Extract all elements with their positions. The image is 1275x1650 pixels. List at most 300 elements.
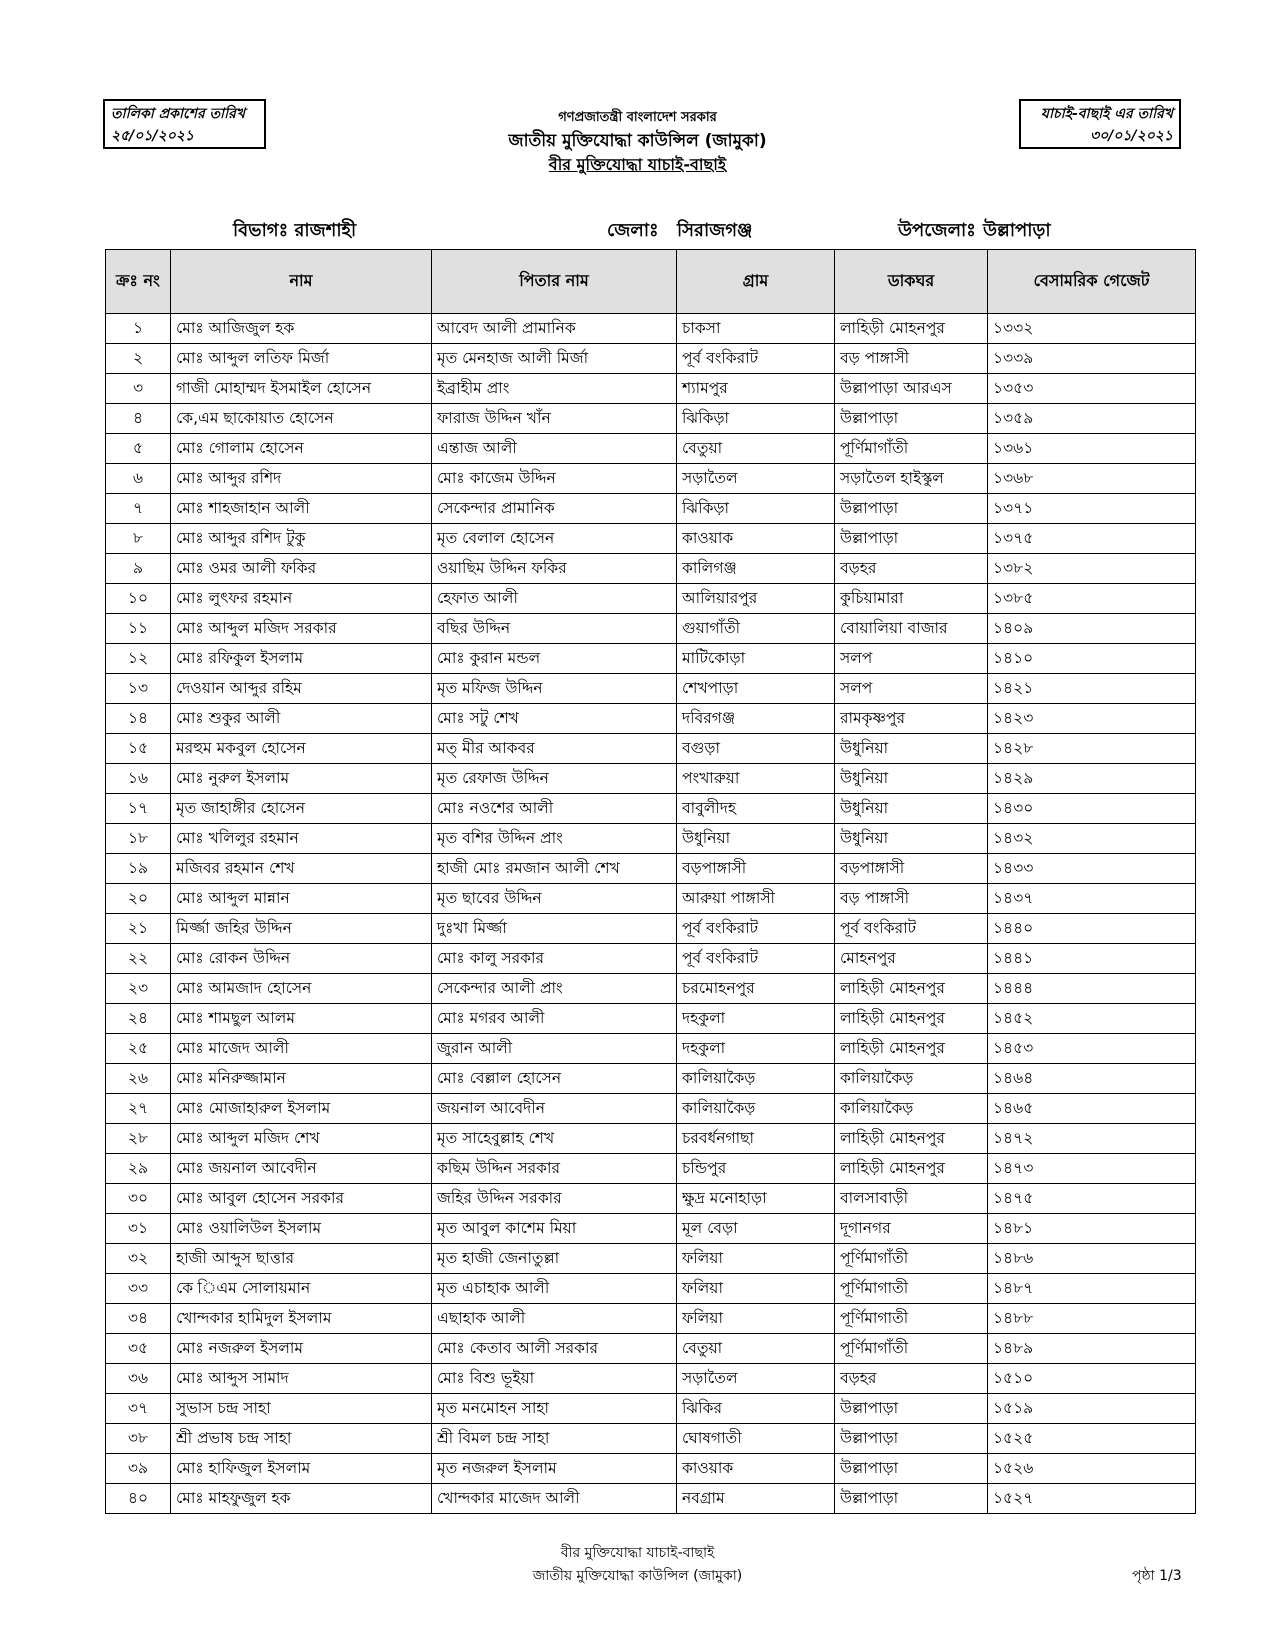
serial-cell: ১২ xyxy=(106,644,171,674)
serial-cell: ২৩ xyxy=(106,974,171,1004)
village-cell: কাওয়াক xyxy=(677,1454,835,1484)
father-name-cell: জয়নাল আবেদীন xyxy=(432,1094,677,1124)
name-cell: মৃত জাহাঙ্গীর হোসেন xyxy=(171,794,432,824)
name-cell: মোঃ গোলাম হোসেন xyxy=(171,434,432,464)
government-title: গণপ্রজাতন্ত্রী বাংলাদেশ সরকার xyxy=(558,110,717,125)
gazette-cell: ১৪৮৭ xyxy=(988,1274,1196,1304)
table-row xyxy=(106,884,1196,914)
village-cell: ঝিকিড়া xyxy=(677,494,835,524)
gazette-cell: ১৪৪১ xyxy=(988,944,1196,974)
table-row xyxy=(106,1034,1196,1064)
verify-date-label: যাচাই-বাছাই এর তারিখ xyxy=(1040,106,1173,122)
post-office-cell: বড়হর xyxy=(835,1364,988,1394)
serial-cell: ২২ xyxy=(106,944,171,974)
father-name-cell: মৃত মনমোহন সাহা xyxy=(432,1394,677,1424)
gazette-cell: ১৪০৯ xyxy=(988,614,1196,644)
post-office-cell: বড় পাঙ্গাসী xyxy=(835,884,988,914)
serial-cell: ৪ xyxy=(106,404,171,434)
father-name-cell: মৃত বশির উদ্দিন প্রাং xyxy=(432,824,677,854)
post-office-cell: উধুনিয়া xyxy=(835,824,988,854)
gazette-cell: ১৪৬৪ xyxy=(988,1064,1196,1094)
gazette-cell: ১৪৮৯ xyxy=(988,1334,1196,1364)
name-cell: মোঃ আব্দুল মজিদ শেখ xyxy=(171,1124,432,1154)
village-cell: ঘোষগাতী xyxy=(677,1424,835,1454)
table-row xyxy=(106,764,1196,794)
serial-cell: ৫ xyxy=(106,434,171,464)
gazette-cell: ১৪৩৩ xyxy=(988,854,1196,884)
father-name-cell: এন্তাজ আলী xyxy=(432,434,677,464)
father-name-cell: মত্‌ মীর আকবর xyxy=(432,734,677,764)
gazette-cell: ১৩৬৮ xyxy=(988,464,1196,494)
name-cell: মোঃ মোজাহারুল ইসলাম xyxy=(171,1094,432,1124)
table-row xyxy=(106,1304,1196,1334)
gazette-cell: ১৪২৩ xyxy=(988,704,1196,734)
post-office-cell: উল্লাপাড়া xyxy=(835,494,988,524)
post-office-cell: পূর্ণিমাগাতী xyxy=(835,1274,988,1304)
post-office-cell: কালিয়াকৈড় xyxy=(835,1064,988,1094)
village-cell: বাবুলীদহ xyxy=(677,794,835,824)
name-cell: মরহুম মকবুল হোসেন xyxy=(171,734,432,764)
verification-title: বীর মুক্তিযোদ্ধা যাচাই-বাছাই xyxy=(548,155,727,174)
post-office-cell: মোহনপুর xyxy=(835,944,988,974)
gazette-cell: ১৫১০ xyxy=(988,1364,1196,1394)
father-name-cell: বছির উদ্দিন xyxy=(432,614,677,644)
name-cell: মোঃ জয়নাল আবেদীন xyxy=(171,1154,432,1184)
father-name-cell: ফারাজ উদ্দিন খাঁন xyxy=(432,404,677,434)
post-office-cell: লাহিড়ী মোহনপুর xyxy=(835,314,988,344)
table-row xyxy=(106,704,1196,734)
table-row xyxy=(106,1454,1196,1484)
serial-cell: ১১ xyxy=(106,614,171,644)
post-office-cell: বড়পাঙ্গাসী xyxy=(835,854,988,884)
father-name-cell: খোন্দকার মাজেদ আলী xyxy=(432,1484,677,1514)
father-name-cell: ইব্রাহীম প্রাং xyxy=(432,374,677,404)
father-name-cell: সেকেন্দার প্রামানিক xyxy=(432,494,677,524)
upazila-label: উপজেলাঃ xyxy=(898,220,976,241)
serial-cell: ৮ xyxy=(106,524,171,554)
father-name-cell: মোঃ কুরান মন্ডল xyxy=(432,644,677,674)
name-cell: দেওয়ান আব্দুর রহিম xyxy=(171,674,432,704)
footer-line-2: জাতীয় মুক্তিযোদ্ধা কাউন্সিল (জামুকা) xyxy=(532,1568,743,1584)
division-label: বিভাগঃ রাজশাহী xyxy=(233,220,357,241)
table-row xyxy=(106,584,1196,614)
gazette-cell: ১৩৭১ xyxy=(988,494,1196,524)
father-name-cell: মৃত মফিজ উদ্দিন xyxy=(432,674,677,704)
table-row xyxy=(106,854,1196,884)
village-cell: চরবর্ধনগাছা xyxy=(677,1124,835,1154)
post-office-cell: বালসাবাড়ী xyxy=(835,1184,988,1214)
father-name-cell: দুঃখা মির্জ্জা xyxy=(432,914,677,944)
name-cell: কে,এম ছাকোয়াত হোসেন xyxy=(171,404,432,434)
post-office-cell: লাহিড়ী মোহনপুর xyxy=(835,1154,988,1184)
council-title: জাতীয় মুক্তিযোদ্ধা কাউন্সিল (জামুকা) xyxy=(508,131,767,151)
post-office-cell: উল্লাপাড়া xyxy=(835,404,988,434)
village-cell: দবিরগঞ্জ xyxy=(677,704,835,734)
table-row xyxy=(106,734,1196,764)
gazette-cell: ১৪২৮ xyxy=(988,734,1196,764)
post-office-cell: পূর্ণিমাগাঁতী xyxy=(835,434,988,464)
name-cell: মোঃ মাহফুজুল হক xyxy=(171,1484,432,1514)
gazette-cell: ১৫২৫ xyxy=(988,1424,1196,1454)
village-header: গ্রাম xyxy=(677,250,835,314)
post-office-cell: বড় পাঙ্গাসী xyxy=(835,344,988,374)
village-cell: ঝিকিড়া xyxy=(677,404,835,434)
serial-cell: ১ xyxy=(106,314,171,344)
serial-cell: ৩৪ xyxy=(106,1304,171,1334)
name-cell: মজিবর রহমান শেখ xyxy=(171,854,432,884)
table-row xyxy=(106,404,1196,434)
serial-cell: ৩৫ xyxy=(106,1334,171,1364)
gazette-cell: ১৪৫৩ xyxy=(988,1034,1196,1064)
village-cell: বেতুয়া xyxy=(677,1334,835,1364)
gazette-cell: ১৪৩০ xyxy=(988,794,1196,824)
serial-cell: ১৬ xyxy=(106,764,171,794)
table-row xyxy=(106,464,1196,494)
village-cell: সড়াতৈল xyxy=(677,464,835,494)
father-name-cell: জহির উদ্দিন সরকার xyxy=(432,1184,677,1214)
post-office-cell: বড়হর xyxy=(835,554,988,584)
table-row xyxy=(106,554,1196,584)
table-row xyxy=(106,1154,1196,1184)
post-office-cell: লাহিড়ী মোহনপুর xyxy=(835,974,988,1004)
post-office-cell: উল্লাপাড়া আরএস xyxy=(835,374,988,404)
name-cell: মোঃ ওয়ালিউল ইসলাম xyxy=(171,1214,432,1244)
serial-cell: ১৭ xyxy=(106,794,171,824)
father-name-cell: মোঃ নওশের আলী xyxy=(432,794,677,824)
village-cell: বড়পাঙ্গাসী xyxy=(677,854,835,884)
village-cell: দহকুলা xyxy=(677,1034,835,1064)
village-cell: নবগ্রাম xyxy=(677,1484,835,1514)
table-row xyxy=(106,1364,1196,1394)
name-cell: মোঃ শুকুর আলী xyxy=(171,704,432,734)
verify-date-value: ৩০/০১/২০২১ xyxy=(1089,128,1173,144)
district-label: জেলাঃ xyxy=(607,220,659,241)
document-header xyxy=(0,108,1275,176)
name-cell: মোঃ আব্দুল মান্নান xyxy=(171,884,432,914)
father-name-cell: হাজী মোঃ রমজান আলী শেখ xyxy=(432,854,677,884)
post-office-cell: সলপ xyxy=(835,644,988,674)
serial-cell: ৩০ xyxy=(106,1184,171,1214)
father-name-cell: হেফাত আলী xyxy=(432,584,677,614)
gazette-header: বেসামরিক গেজেট xyxy=(988,250,1196,314)
name-cell: কে িএম সোলায়মান xyxy=(171,1274,432,1304)
name-cell: মোঃ নুরুল ইসলাম xyxy=(171,764,432,794)
gazette-cell: ১৩৫৯ xyxy=(988,404,1196,434)
village-cell: শ্যামপুর xyxy=(677,374,835,404)
footer-line-1: বীর মুক্তিযোদ্ধা যাচাই-বাছাই xyxy=(560,1545,715,1561)
village-cell: ফলিয়া xyxy=(677,1244,835,1274)
name-cell: মোঃ খলিলুর রহমান xyxy=(171,824,432,854)
post-office-cell: লাহিড়ী মোহনপুর xyxy=(835,1124,988,1154)
father-name-cell: মৃত ছাবের উদ্দিন xyxy=(432,884,677,914)
gazette-cell: ১৫২৬ xyxy=(988,1454,1196,1484)
name-cell: মোঃ শামছুল আলম xyxy=(171,1004,432,1034)
name-cell: মোঃ আমজাদ হোসেন xyxy=(171,974,432,1004)
village-cell: চরমোহনপুর xyxy=(677,974,835,1004)
table-row xyxy=(106,1094,1196,1124)
name-cell: মোঃ লুৎফর রহমান xyxy=(171,584,432,614)
father-name-cell: এছাহাক আলী xyxy=(432,1304,677,1334)
table-row xyxy=(106,1484,1196,1514)
serial-cell: ১০ xyxy=(106,584,171,614)
serial-cell: ৩১ xyxy=(106,1214,171,1244)
table-row xyxy=(106,434,1196,464)
post-office-cell: সলপ xyxy=(835,674,988,704)
table-row xyxy=(106,974,1196,1004)
freedom-fighter-table xyxy=(105,249,1196,1514)
serial-cell: ৭ xyxy=(106,494,171,524)
serial-cell: ৩৮ xyxy=(106,1424,171,1454)
name-cell: গাজী মোহাম্মদ ইসমাইল হোসেন xyxy=(171,374,432,404)
table-row xyxy=(106,644,1196,674)
gazette-cell: ১৪৫২ xyxy=(988,1004,1196,1034)
gazette-cell: ১৩৩২ xyxy=(988,314,1196,344)
serial-cell: ৩৬ xyxy=(106,1364,171,1394)
name-cell: মোঃ ওমর আলী ফকির xyxy=(171,554,432,584)
gazette-cell: ১৪১০ xyxy=(988,644,1196,674)
name-cell: মোঃ আব্দুস সামাদ xyxy=(171,1364,432,1394)
name-cell: মোঃ মাজেদ আলী xyxy=(171,1034,432,1064)
name-header: নাম xyxy=(171,250,432,314)
village-cell: কালিগঞ্জ xyxy=(677,554,835,584)
father-name-cell: মোঃ বিশু ভূইয়া xyxy=(432,1364,677,1394)
name-cell: মোঃ রফিকুল ইসলাম xyxy=(171,644,432,674)
page-number: পৃষ্ঠা 1/3 xyxy=(1132,1568,1182,1584)
father-name-cell: মৃত রেফাজ উদ্দিন xyxy=(432,764,677,794)
father-name-cell: মোঃ কালু সরকার xyxy=(432,944,677,974)
district-value: সিরাজগঞ্জ xyxy=(677,220,753,241)
serial-cell: ২০ xyxy=(106,884,171,914)
post-office-cell: দূগানগর xyxy=(835,1214,988,1244)
village-cell: পূর্ব বংকিরাট xyxy=(677,914,835,944)
gazette-cell: ১৪৮৮ xyxy=(988,1304,1196,1334)
table-row xyxy=(106,794,1196,824)
name-cell: মোঃ শাহজাহান আলী xyxy=(171,494,432,524)
serial-cell: ১৮ xyxy=(106,824,171,854)
name-cell: মোঃ আব্দুর রশিদ xyxy=(171,464,432,494)
village-cell: কাওয়াক xyxy=(677,524,835,554)
name-cell: মোঃ আজিজুল হক xyxy=(171,314,432,344)
post-office-cell: কুচিয়ামারা xyxy=(835,584,988,614)
table-header-row xyxy=(106,250,1196,314)
village-cell: উধুনিয়া xyxy=(677,824,835,854)
table-row xyxy=(106,1244,1196,1274)
gazette-cell: ১৫১৯ xyxy=(988,1394,1196,1424)
table-row xyxy=(106,1004,1196,1034)
gazette-cell: ১৪৪০ xyxy=(988,914,1196,944)
name-cell: মোঃ আব্দুল লতিফ মির্জা xyxy=(171,344,432,374)
serial-cell: ২৫ xyxy=(106,1034,171,1064)
name-cell: মোঃ মনিরুজ্জামান xyxy=(171,1064,432,1094)
village-cell: পূর্ব বংকিরাট xyxy=(677,344,835,374)
gazette-cell: ১৩৫৩ xyxy=(988,374,1196,404)
village-cell: সড়াতৈল xyxy=(677,1364,835,1394)
post-office-cell: উল্লাপাড়া xyxy=(835,1454,988,1484)
father-name-cell: সেকেন্দার আলী প্রাং xyxy=(432,974,677,1004)
village-cell: আলিয়ারপুর xyxy=(677,584,835,614)
gazette-cell: ১৪২৯ xyxy=(988,764,1196,794)
name-cell: শ্রী প্রভাষ চন্দ্র সাহা xyxy=(171,1424,432,1454)
father-name-cell: মৃত হাজী জেনাতুল্লা xyxy=(432,1244,677,1274)
name-cell: মোঃ নজরুল ইসলাম xyxy=(171,1334,432,1364)
serial-cell: ২৮ xyxy=(106,1124,171,1154)
table-row xyxy=(106,524,1196,554)
post-office-cell: বোয়ালিয়া বাজার xyxy=(835,614,988,644)
serial-cell: ২১ xyxy=(106,914,171,944)
village-cell: দহকুলা xyxy=(677,1004,835,1034)
post-office-cell: উল্লাপাড়া xyxy=(835,1424,988,1454)
father-name-cell: মোঃ কাজেম উদ্দিন xyxy=(432,464,677,494)
village-cell: মূল বেড়া xyxy=(677,1214,835,1244)
village-cell: বেতুয়া xyxy=(677,434,835,464)
serial-cell: ২৪ xyxy=(106,1004,171,1034)
table-row xyxy=(106,314,1196,344)
village-cell: পংখারুয়া xyxy=(677,764,835,794)
table-row xyxy=(106,674,1196,704)
publish-date-value: ২৫/০১/২০২১ xyxy=(111,128,194,144)
gazette-cell: ১৪৮৬ xyxy=(988,1244,1196,1274)
serial-cell: ২৯ xyxy=(106,1154,171,1184)
gazette-cell: ১৪৪৪ xyxy=(988,974,1196,1004)
serial-cell: ১৪ xyxy=(106,704,171,734)
serial-cell: ১৩ xyxy=(106,674,171,704)
post-office-cell: উধুনিয়া xyxy=(835,794,988,824)
father-name-header: পিতার নাম xyxy=(432,250,677,314)
serial-cell: ৩৯ xyxy=(106,1454,171,1484)
table-row xyxy=(106,1214,1196,1244)
serial-cell: ১৫ xyxy=(106,734,171,764)
table-row xyxy=(106,494,1196,524)
post-office-cell: উধুনিয়া xyxy=(835,764,988,794)
serial-cell: ৪০ xyxy=(106,1484,171,1514)
father-name-cell: মোঃ কেতাব আলী সরকার xyxy=(432,1334,677,1364)
village-cell: শেখপাড়া xyxy=(677,674,835,704)
father-name-cell: মৃত মেনহাজ আলী মির্জা xyxy=(432,344,677,374)
serial-cell: ৩৭ xyxy=(106,1394,171,1424)
village-cell: ঝিকির xyxy=(677,1394,835,1424)
village-cell: আরুয়া পাঙ্গাসী xyxy=(677,884,835,914)
father-name-cell: মৃত বেলাল হোসেন xyxy=(432,524,677,554)
table-row xyxy=(106,1184,1196,1214)
gazette-cell: ১৪৩৭ xyxy=(988,884,1196,914)
table-row xyxy=(106,914,1196,944)
table-row xyxy=(106,1424,1196,1454)
village-cell: ক্ষুদ্র মনোহাড়া xyxy=(677,1184,835,1214)
name-cell: মোঃ আব্দুল মজিদ সরকার xyxy=(171,614,432,644)
village-cell: ফলিয়া xyxy=(677,1274,835,1304)
name-cell: হাজী আব্দুস ছাত্তার xyxy=(171,1244,432,1274)
father-name-cell: মৃত আবুল কাশেম মিয়া xyxy=(432,1214,677,1244)
serial-cell: ৯ xyxy=(106,554,171,584)
gazette-cell: ১৪৮১ xyxy=(988,1214,1196,1244)
village-cell: কালিয়াকৈড় xyxy=(677,1094,835,1124)
post-office-cell: পূর্ণিমাগাঁতী xyxy=(835,1334,988,1364)
post-office-cell: উধুনিয়া xyxy=(835,734,988,764)
village-cell: কালিয়াকৈড় xyxy=(677,1064,835,1094)
father-name-cell: কছিম উদ্দিন সরকার xyxy=(432,1154,677,1184)
post-office-cell: পূর্ণিমাগাতী xyxy=(835,1304,988,1334)
father-name-cell: মৃত সাহেবুল্লাহ শেখ xyxy=(432,1124,677,1154)
post-office-cell: পূর্ণিমাগাঁতী xyxy=(835,1244,988,1274)
table-row xyxy=(106,1064,1196,1094)
village-cell: চাকসা xyxy=(677,314,835,344)
gazette-cell: ১৪৩২ xyxy=(988,824,1196,854)
post-office-cell: লাহিড়ী মোহনপুর xyxy=(835,1004,988,1034)
gazette-cell: ১৪৭৫ xyxy=(988,1184,1196,1214)
gazette-cell: ১৪৬৫ xyxy=(988,1094,1196,1124)
upazila-value: উল্লাপাড়া xyxy=(983,220,1051,241)
serial-cell: ৬ xyxy=(106,464,171,494)
village-cell: বগুড়া xyxy=(677,734,835,764)
name-cell: খোন্দকার হামিদুল ইসলাম xyxy=(171,1304,432,1334)
father-name-cell: মৃত এচাহাক আলী xyxy=(432,1274,677,1304)
gazette-cell: ১৩৮২ xyxy=(988,554,1196,584)
serial-cell: ২৬ xyxy=(106,1064,171,1094)
post-office-cell: কালিয়াকৈড় xyxy=(835,1094,988,1124)
post-office-cell: উল্লাপাড়া xyxy=(835,1394,988,1424)
name-cell: মোঃ রোকন উদ্দিন xyxy=(171,944,432,974)
serial-cell: ৩৩ xyxy=(106,1274,171,1304)
father-name-cell: আবেদ আলী প্রামানিক xyxy=(432,314,677,344)
post-office-cell: উল্লাপাড়া xyxy=(835,524,988,554)
name-cell: মোঃ আবুল হোসেন সরকার xyxy=(171,1184,432,1214)
name-cell: মোঃ হাফিজুল ইসলাম xyxy=(171,1454,432,1484)
village-cell: চন্ডিপুর xyxy=(677,1154,835,1184)
post-office-cell: সড়াতৈল হাইস্কুল xyxy=(835,464,988,494)
serial-cell: ২ xyxy=(106,344,171,374)
father-name-cell: জুরান আলী xyxy=(432,1034,677,1064)
post-office-cell: উল্লাপাড়া xyxy=(835,1484,988,1514)
gazette-cell: ১৪৭৩ xyxy=(988,1154,1196,1184)
village-cell: মাটিকোড়া xyxy=(677,644,835,674)
name-cell: মির্জ্জা জহির উদ্দিন xyxy=(171,914,432,944)
table-row xyxy=(106,1124,1196,1154)
table-row xyxy=(106,944,1196,974)
table-row xyxy=(106,1274,1196,1304)
father-name-cell: মোঃ সটু শেখ xyxy=(432,704,677,734)
gazette-cell: ১৩৬১ xyxy=(988,434,1196,464)
gazette-cell: ১৩৩৯ xyxy=(988,344,1196,374)
gazette-cell: ১৩৮৫ xyxy=(988,584,1196,614)
post-office-cell: লাহিড়ী মোহনপুর xyxy=(835,1034,988,1064)
table-row xyxy=(106,824,1196,854)
father-name-cell: মৃত নজরুল ইসলাম xyxy=(432,1454,677,1484)
publish-date-label: তালিকা প্রকাশের তারিখ xyxy=(111,106,245,122)
serial-cell: ৩২ xyxy=(106,1244,171,1274)
table-row xyxy=(106,1394,1196,1424)
serial-cell: ২৭ xyxy=(106,1094,171,1124)
serial-header: ক্রঃ নং xyxy=(106,250,171,314)
table-row xyxy=(106,344,1196,374)
father-name-cell: মোঃ মগরব আলী xyxy=(432,1004,677,1034)
post-office-cell: পূর্ব বংকিরাট xyxy=(835,914,988,944)
table-body xyxy=(106,314,1196,1514)
village-cell: গুয়াগাঁতী xyxy=(677,614,835,644)
gazette-cell: ১৪৭২ xyxy=(988,1124,1196,1154)
post-office-cell: রামকৃষ্ণপুর xyxy=(835,704,988,734)
village-cell: ফলিয়া xyxy=(677,1304,835,1334)
name-cell: সুভাস চন্দ্র সাহা xyxy=(171,1394,432,1424)
village-cell: পূর্ব বংকিরাট xyxy=(677,944,835,974)
gazette-cell: ১৫২৭ xyxy=(988,1484,1196,1514)
table-row xyxy=(106,1334,1196,1364)
father-name-cell: শ্রী বিমল চন্দ্র সাহা xyxy=(432,1424,677,1454)
gazette-cell: ১৩৭৫ xyxy=(988,524,1196,554)
gazette-cell: ১৪২১ xyxy=(988,674,1196,704)
table-row xyxy=(106,614,1196,644)
name-cell: মোঃ আব্দুর রশিদ টুকু xyxy=(171,524,432,554)
serial-cell: ১৯ xyxy=(106,854,171,884)
